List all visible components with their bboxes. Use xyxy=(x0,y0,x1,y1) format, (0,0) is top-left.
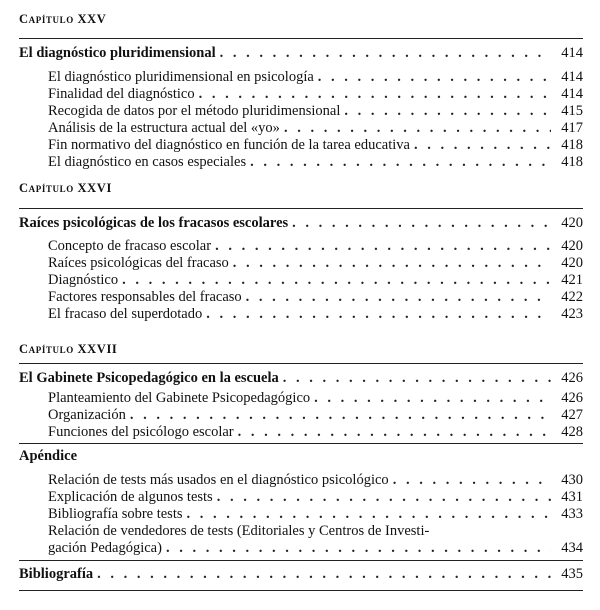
toc-entry xyxy=(48,69,583,85)
entry-title: Diagnóstico xyxy=(48,272,119,288)
entry-page: 418 xyxy=(561,154,583,170)
chapter-25-title-entry xyxy=(19,45,583,61)
chapter-26-title-entry xyxy=(19,215,583,231)
leader-dots xyxy=(283,370,551,386)
appendix-heading: Apéndice xyxy=(19,448,77,464)
leader-dots xyxy=(292,215,551,231)
toc-entry xyxy=(48,103,583,119)
entry-page: 414 xyxy=(561,69,583,85)
leader-dots xyxy=(199,86,551,102)
bibliography-entry xyxy=(19,566,583,582)
entry-page: 427 xyxy=(561,407,583,423)
leader-dots xyxy=(250,154,551,170)
entry-page: 433 xyxy=(561,506,583,522)
entry-page: 418 xyxy=(561,137,583,153)
entry-title: Finalidad del diagnóstico xyxy=(48,86,195,102)
toc-entry xyxy=(48,424,583,440)
entry-page: 431 xyxy=(561,489,583,505)
entry-title: Bibliografía sobre tests xyxy=(48,506,183,522)
entry-title: Relación de tests más usados en el diagnóstico psicológico xyxy=(48,472,389,488)
toc-entry xyxy=(48,540,583,556)
toc-entry xyxy=(48,272,583,288)
leader-dots xyxy=(238,424,551,440)
chapter-27-label: Capítulo XXVII xyxy=(19,342,118,356)
entry-title: Planteamiento del Gabinete Psicopedagógico xyxy=(48,390,311,406)
leader-dots xyxy=(284,120,551,136)
section-rule xyxy=(19,363,583,364)
toc-entry xyxy=(48,306,583,322)
entry-title: Raíces psicológicas de los fracasos escolares xyxy=(19,215,289,231)
entry-page: 423 xyxy=(561,306,583,322)
toc-entry xyxy=(48,86,583,102)
entry-page: 420 xyxy=(561,215,583,231)
entry-page: 430 xyxy=(561,472,583,488)
leader-dots xyxy=(344,103,551,119)
section-rule xyxy=(19,590,583,591)
toc-entry xyxy=(48,390,583,406)
leader-dots xyxy=(97,566,551,582)
entry-title: Concepto de fracaso escolar xyxy=(48,238,212,254)
entry-title: El diagnóstico en casos especiales xyxy=(48,154,247,170)
entry-title: El diagnóstico pluridimensional xyxy=(19,45,216,61)
entry-page: 420 xyxy=(561,255,583,271)
chapter-26-label: Capítulo XXVI xyxy=(19,181,112,195)
toc-entry xyxy=(48,238,583,254)
entry-title: Explicación de algunos tests xyxy=(48,489,213,505)
section-rule xyxy=(19,208,583,209)
entry-title: Funciones del psicólogo escolar xyxy=(48,424,234,440)
entry-title: Fin normativo del diagnóstico en función de la tarea educativa xyxy=(48,137,410,153)
toc-entry xyxy=(48,255,583,271)
leader-dots xyxy=(166,540,551,556)
chapter-27-title-entry xyxy=(19,370,583,386)
leader-dots xyxy=(215,238,551,254)
chapter-25-label: Capítulo XXV xyxy=(19,12,107,26)
leader-dots xyxy=(206,306,551,322)
leader-dots xyxy=(318,69,551,85)
toc-entry xyxy=(48,472,583,488)
toc-entry xyxy=(48,137,583,153)
entry-title: Bibliografía xyxy=(19,566,94,582)
leader-dots xyxy=(246,289,551,305)
entry-page: 421 xyxy=(561,272,583,288)
toc-entry xyxy=(48,506,583,522)
entry-page: 426 xyxy=(561,390,583,406)
leader-dots xyxy=(393,472,551,488)
section-rule xyxy=(19,38,583,39)
leader-dots xyxy=(217,489,551,505)
entry-title: El diagnóstico pluridimensional en psicología xyxy=(48,69,314,85)
entry-title: El fracaso del superdotado xyxy=(48,306,203,322)
entry-title: Organización xyxy=(48,407,126,423)
section-rule xyxy=(19,443,583,444)
section-rule xyxy=(19,560,583,561)
toc-entry xyxy=(48,289,583,305)
toc-entry xyxy=(48,407,583,423)
entry-page: 417 xyxy=(561,120,583,136)
entry-page: 426 xyxy=(561,370,583,386)
entry-page: 428 xyxy=(561,424,583,440)
entry-title: Análisis de la estructura actual del «yo» xyxy=(48,120,280,136)
leader-dots xyxy=(314,390,551,406)
entry-page: 414 xyxy=(561,86,583,102)
leader-dots xyxy=(414,137,551,153)
entry-page: 434 xyxy=(561,540,583,556)
entry-page: 415 xyxy=(561,103,583,119)
entry-page: 435 xyxy=(561,566,583,582)
leader-dots xyxy=(233,255,551,271)
toc-entry xyxy=(48,489,583,505)
leader-dots xyxy=(220,45,551,61)
leader-dots xyxy=(122,272,551,288)
leader-dots xyxy=(187,506,551,522)
entry-page: 414 xyxy=(561,45,583,61)
entry-title: Raíces psicológicas del fracaso xyxy=(48,255,229,271)
entry-title: gación Pedagógica) xyxy=(48,540,162,556)
entry-page: 420 xyxy=(561,238,583,254)
entry-title: Factores responsables del fracaso xyxy=(48,289,242,305)
entry-title: El Gabinete Psicopedagógico en la escuela xyxy=(19,370,279,386)
toc-entry-first-line: Relación de vendedores de tests (Editoriales y Centros de Investi- xyxy=(48,523,430,539)
entry-page: 422 xyxy=(561,289,583,305)
toc-entry xyxy=(48,120,583,136)
entry-title: Recogida de datos por el método pluridimensional xyxy=(48,103,341,119)
leader-dots xyxy=(130,407,551,423)
toc-entry xyxy=(48,154,583,170)
